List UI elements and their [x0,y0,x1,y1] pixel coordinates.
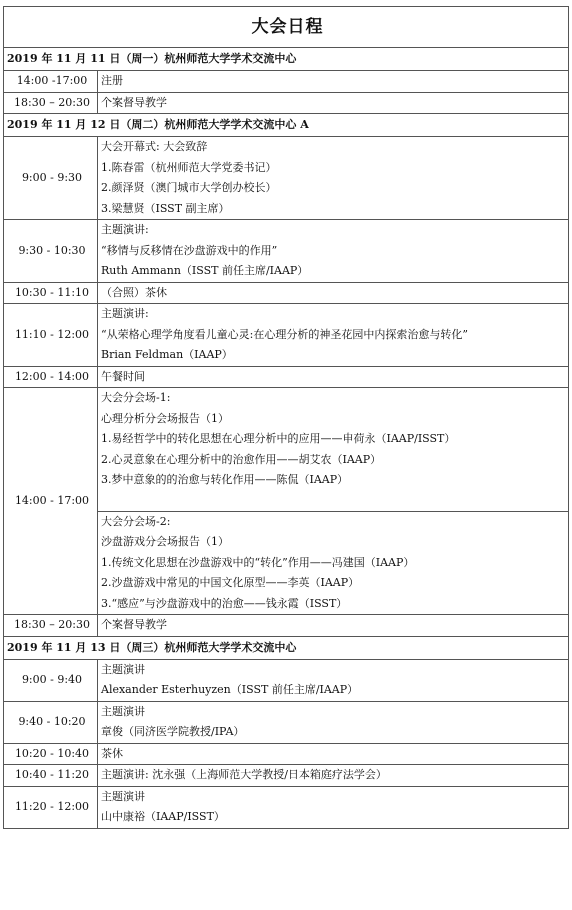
session-line: 3.梦中意象的的治愈与转化作用——陈侃（IAAP） [101,473,349,486]
session-details [98,388,569,615]
time-slot: 11:10 - 12:00 [4,304,98,367]
session-line: 1.传统文化思想在沙盘游戏中的“转化”作用——冯建国（IAAP） [101,555,415,569]
session-line: 个案督导教学 [101,95,167,109]
session-line: 2.心灵意象在心理分析中的治愈作用——胡艾农（IAAP） [101,452,382,466]
session-details [98,659,569,701]
schedule-row [4,615,569,637]
session-line: 注册 [101,74,123,87]
session-line: （合照）茶休 [101,285,167,299]
session-line: 主题演讲: [101,223,149,236]
session-line: 1.易经哲学中的转化思想在心理分析中的应用——申荷永（IAAP/ISST） [101,432,456,445]
session-details [98,137,569,220]
time-slot: 14:00 - 17:00 [4,388,98,615]
session-line: 茶休 [101,746,123,760]
session-line: 沙盘游戏分会场报告（1） [101,535,229,548]
time-slot: 18:30 – 20:30 [4,92,98,114]
schedule-row [4,282,569,304]
schedule-row [4,304,569,367]
session-details [98,615,569,637]
schedule-row [4,659,569,701]
page-title: 大会日程 [4,7,569,48]
day-header: 2019 年 11 月 11 日（周一）杭州师范大学学术交流中心 [4,48,569,71]
schedule-row [4,92,569,114]
session-line: 心理分析分会场报告（1） [101,411,229,425]
session-line: 3.梁慧贤（ISST 副主席） [101,201,230,215]
session-details [98,282,569,304]
session-line: 个案督导教学 [101,618,167,631]
day-header-row [4,48,569,71]
session-details [98,366,569,388]
title-row [4,7,569,48]
session-line: 3.“感应”与沙盘游戏中的治愈——钱永霞（ISST） [101,596,348,610]
session-details [98,786,569,828]
schedule-row [4,388,569,615]
session-line: 主题演讲 [101,662,145,676]
session-line: 山中康裕（IAAP/ISST） [101,810,225,823]
session-line: Ruth Ammann（ISST 前任主席/IAAP） [101,264,309,277]
schedule-row [4,701,569,743]
session-line: 大会开幕式: 大会致辞 [101,140,208,153]
time-slot: 9:00 - 9:40 [4,659,98,701]
time-slot: 11:20 - 12:00 [4,786,98,828]
session-line: 主题演讲 [101,704,145,718]
time-slot: 10:30 - 11:10 [4,282,98,304]
session-line: 大会分会场-2: [101,514,171,528]
session-line: 2.沙盘游戏中常见的中国文化原型——李英（IAAP） [101,576,360,589]
time-slot: 12:00 - 14:00 [4,366,98,388]
schedule-row [4,743,569,765]
time-slot: 9:00 - 9:30 [4,137,98,220]
session-line: 午餐时间 [101,369,145,383]
session-details [98,304,569,367]
breakout-session [101,388,568,511]
session-gap [101,491,568,511]
schedule-row [4,137,569,220]
session-line: 主题演讲 [101,789,145,803]
schedule-row [4,765,569,787]
day-header: 2019 年 11 月 13 日（周三）杭州师范大学学术交流中心 [4,636,569,659]
session-line: “从荣格心理学角度看儿童心灵:在心理分析的神圣花园中内探索治愈与转化” [101,327,468,341]
session-line: “移情与反移情在沙盘游戏中的作用” [101,243,278,257]
session-line: 主题演讲: 沈永强（上海师范大学教授/日本箱庭疗法学会） [101,768,387,781]
time-slot: 10:40 - 11:20 [4,765,98,787]
schedule-row [4,786,569,828]
day-header-row [4,114,569,137]
time-slot: 14:00 -17:00 [4,71,98,93]
schedule-row [4,71,569,93]
session-line: 2.颜泽贤（澳门城市大学创办校长） [101,181,277,194]
time-slot: 9:40 - 10:20 [4,701,98,743]
schedule-row [4,220,569,283]
session-details [98,220,569,283]
schedule-table [3,6,569,829]
time-slot: 9:30 - 10:30 [4,220,98,283]
session-details [98,765,569,787]
schedule-row [4,366,569,388]
session-details [98,701,569,743]
time-slot: 10:20 - 10:40 [4,743,98,765]
day-header: 2019 年 11 月 12 日（周二）杭州师范大学学术交流中心 A [4,114,569,137]
session-details [98,92,569,114]
breakout-session [98,511,568,615]
session-line: 1.陈春雷（杭州师范大学党委书记） [101,160,277,174]
session-line: 主题演讲: [101,307,149,320]
day-header-row [4,636,569,659]
session-line: 大会分会场-1: [101,391,171,404]
time-slot: 18:30 – 20:30 [4,615,98,637]
session-line: Brian Feldman（IAAP） [101,348,233,361]
session-details [98,71,569,93]
session-line: Alexander Esterhuyzen（ISST 前任主席/IAAP） [101,683,359,696]
session-line: 章俊（同济医学院教授/IPA） [101,725,245,738]
session-details [98,743,569,765]
